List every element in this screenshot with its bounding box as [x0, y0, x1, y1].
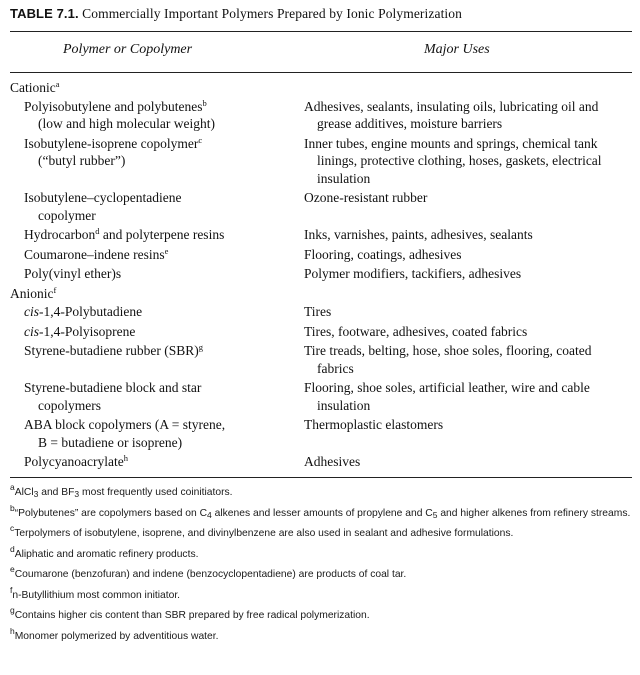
uses-cell: Thermoplastic elastomers	[304, 417, 444, 432]
table-row	[10, 189, 632, 224]
polymer-cell: Polycyanoacrylate$^h$	[24, 453, 128, 469]
table-caption	[10, 6, 630, 22]
column-header-uses: Major Uses	[424, 42, 490, 57]
footnote-d: $^d$Aliphatic and aromatic refinery products.	[10, 543, 199, 560]
group-heading-cationic: Cationic$^a$	[10, 79, 60, 95]
group-heading-anionic: Anionic$^f$	[10, 284, 57, 301]
table-row	[10, 226, 632, 244]
uses-cell: Inks, varnishes, paints, adhesives, sealants	[304, 227, 533, 242]
footnote-h: $^h$Monomer polymerized by adventitious water.	[10, 625, 219, 642]
polymer-cell: Hydrocarbon$^d$ and polyterpene resins	[24, 226, 225, 242]
uses-cell: Flooring, coatings, adhesives	[304, 246, 462, 262]
uses-cell: Adhesives	[304, 454, 361, 469]
table-row	[10, 342, 632, 377]
table-row	[10, 98, 632, 133]
footnote-g: $^g$Contains higher cis content than SBR prepared by free radical polymerization.	[10, 605, 370, 621]
bottom-rule	[10, 477, 632, 478]
polymer-cell: Poly(vinyl ether)s	[24, 266, 122, 281]
footnote-b: $^b$“Polybutenes” are copolymers based on $C_4$ alkenes and lesser amounts of propylene and $C_5$ and higher alkenes from refinery streams.	[10, 502, 631, 520]
table-title: Commercially Important Polymers Prepared by Ionic Polymerization	[82, 6, 462, 21]
footnote-f: $^f$n-Butyllithium most common initiator.	[10, 584, 181, 601]
polymer-cell: Styrene-butadiene block and star copolymers	[24, 380, 202, 413]
footnotes	[10, 482, 632, 650]
header-rule	[10, 72, 632, 73]
table-row	[10, 416, 632, 451]
uses-cell: Flooring, shoe soles, artificial leather, wire and cable insulation	[304, 380, 590, 413]
uses-cell: Tire treads, belting, hose, shoe soles, flooring, coated fabrics	[304, 343, 592, 376]
table-row	[10, 265, 632, 283]
table-row	[10, 453, 632, 471]
polymer-cell: Styrene-butadiene rubber (SBR)$^g$	[24, 342, 203, 358]
table-row	[10, 303, 632, 321]
table-row	[10, 323, 632, 341]
polymer-cell: cis-1,4-Polybutadiene	[24, 304, 143, 319]
table-row	[10, 379, 632, 414]
polymer-cell: Coumarone–indene resins$^e$	[24, 245, 169, 262]
footnote-e: $^e$Coumarone (benzofuran) and indene (benzocyclopentadiene) are products of coal tar.	[10, 564, 407, 580]
polymer-cell: Isobutylene–cyclopentadiene copolymer	[24, 190, 182, 223]
polymer-cell: cis-1,4-Polyisoprene	[24, 323, 136, 339]
top-rule	[10, 31, 632, 32]
uses-cell: Ozone-resistant rubber	[304, 190, 428, 205]
table-row	[10, 246, 632, 264]
uses-cell: Inner tubes, engine mounts and springs, chemical tank linings, protective clothing, hoses, gaskets, electrical insulation	[304, 135, 602, 186]
uses-cell: Polymer modifiers, tackifiers, adhesives	[304, 266, 522, 281]
uses-cell: Adhesives, sealants, insulating oils, lubricating oil and grease additives, moisture barriers	[304, 98, 599, 131]
uses-cell: Tires, footware, adhesives, coated fabrics	[304, 323, 528, 339]
uses-cell: Tires	[304, 304, 332, 319]
polymer-cell: Isobutylene-isoprene copolymer$^c$ (“butyl rubber”)	[24, 134, 203, 168]
polymer-cell: Polyisobutylene and polybutenes$^b$ (low and high molecular weight)	[24, 97, 215, 131]
table-body	[10, 79, 632, 473]
column-header-polymer: Polymer or Copolymer	[63, 42, 193, 57]
polymer-cell: ABA block copolymers (A = styrene, B = butadiene or isoprene)	[24, 417, 226, 450]
table-label: TABLE 7.1.	[10, 6, 79, 21]
footnote-a: $^a$AlCl$_3$ and $BF_3$ most frequently used coinitiators.	[10, 482, 233, 499]
footnote-c: $^c$Terpolymers of isobutylene, isoprene, and divinylbenzene are also used in sealant and adhesive formulations.	[10, 523, 514, 539]
table-row	[10, 135, 632, 188]
